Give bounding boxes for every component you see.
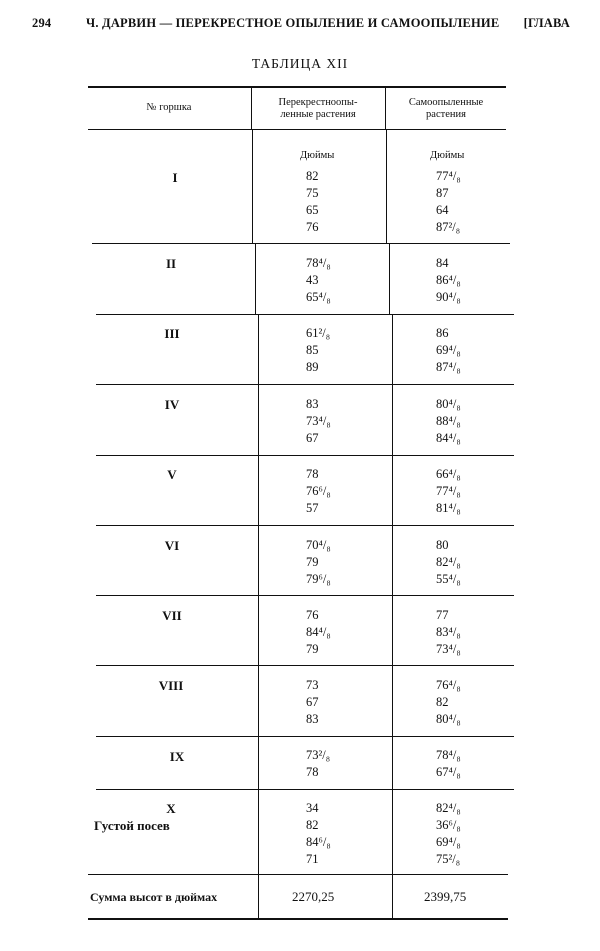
cross-value: 61²/₈ xyxy=(306,326,331,340)
col-divider-1 xyxy=(255,244,256,314)
cross-value: 43 xyxy=(306,273,319,287)
cross-value: 76⁶/₈ xyxy=(306,484,331,498)
cross-value: 79 xyxy=(306,555,319,569)
self-value: 81⁴/₈ xyxy=(436,501,461,515)
self-value: 82⁴/₈ xyxy=(436,555,461,569)
cross-value: 83 xyxy=(306,712,319,726)
pot-label: VII xyxy=(162,608,182,623)
col-divider-2 xyxy=(392,596,393,665)
sum-label: Сумма высот в дюймах xyxy=(90,890,218,904)
cross-value: 89 xyxy=(306,360,319,374)
col-divider-2 xyxy=(392,456,393,525)
table-bottom-rule xyxy=(88,918,508,920)
group-rule xyxy=(96,736,514,737)
cross-value: 73 xyxy=(306,678,319,692)
cross-value: 65⁴/₈ xyxy=(306,290,331,304)
cross-value: 85 xyxy=(306,343,319,357)
self-value: 67⁴/₈ xyxy=(436,765,461,779)
self-value: 84 xyxy=(436,256,449,270)
col-divider-1 xyxy=(252,130,253,243)
self-value: 76⁴/₈ xyxy=(436,678,461,692)
pot-label: VI xyxy=(164,538,180,553)
cross-value: 67 xyxy=(306,431,319,445)
header-cross-line-2: ленные растения xyxy=(280,109,356,120)
col-divider-2 xyxy=(392,526,393,595)
self-value: 87⁴/₈ xyxy=(436,360,461,374)
col-divider-1 xyxy=(258,596,259,665)
self-value: 83⁴/₈ xyxy=(436,625,461,639)
self-value: 64 xyxy=(436,203,449,217)
group-rule xyxy=(96,384,514,385)
cross-value: 71 xyxy=(306,852,319,866)
self-value: 88⁴/₈ xyxy=(436,414,461,428)
col-divider-1 xyxy=(258,666,259,736)
pot-label: III xyxy=(164,326,180,341)
cross-value: 65 xyxy=(306,203,319,217)
self-value: 77⁴/₈ xyxy=(436,169,461,183)
pot-label: IV xyxy=(164,397,180,412)
col-divider-1 xyxy=(258,385,259,455)
self-value: 82⁴/₈ xyxy=(436,801,461,815)
sum-top-rule xyxy=(88,874,508,875)
pot-label: II xyxy=(165,256,177,271)
col-divider-2 xyxy=(392,666,393,736)
pot-label: X xyxy=(166,801,176,816)
table-title: ТАБЛИЦА XII xyxy=(251,56,349,71)
page-number: 294 xyxy=(32,16,52,30)
cross-value: 79 xyxy=(306,642,319,656)
cross-value: 75 xyxy=(306,186,319,200)
group-rule xyxy=(96,665,514,666)
col-divider-2 xyxy=(389,244,390,314)
pot-label: I xyxy=(172,170,178,185)
cross-value: 34 xyxy=(306,801,319,815)
self-value: 90⁴/₈ xyxy=(436,290,461,304)
self-value: 78⁴/₈ xyxy=(436,748,461,762)
cross-value: 84⁴/₈ xyxy=(306,625,331,639)
col-divider-2 xyxy=(392,385,393,455)
group-rule xyxy=(92,243,510,244)
self-value: 80 xyxy=(436,538,449,552)
pot-sublabel: Густой посев xyxy=(94,818,170,833)
cross-value: 70⁴/₈ xyxy=(306,538,331,552)
self-value: 87 xyxy=(436,186,449,200)
cross-value: 76 xyxy=(306,220,319,234)
header-bottom-rule xyxy=(88,129,506,130)
self-value: 87²/₈ xyxy=(436,220,461,234)
self-value: 82 xyxy=(436,695,449,709)
self-value: 86⁴/₈ xyxy=(436,273,461,287)
cross-value: 79⁶/₈ xyxy=(306,572,331,586)
pot-label: VIII xyxy=(158,678,184,693)
units-self: Дюймы xyxy=(430,150,465,161)
self-value: 69⁴/₈ xyxy=(436,343,461,357)
units-cross: Дюймы xyxy=(300,150,335,161)
self-value: 55⁴/₈ xyxy=(436,572,461,586)
header-self-line-1: Самоопыленные xyxy=(408,97,484,108)
cross-value: 57 xyxy=(306,501,319,515)
col-divider-1 xyxy=(258,456,259,525)
col-divider-1 xyxy=(258,315,259,384)
col-divider-2 xyxy=(392,315,393,384)
col-divider-2 xyxy=(392,875,393,918)
col-divider-1 xyxy=(258,790,259,874)
cross-value: 73⁴/₈ xyxy=(306,414,331,428)
cross-value: 78 xyxy=(306,765,319,779)
cross-value: 78 xyxy=(306,467,319,481)
group-rule xyxy=(96,455,514,456)
cross-value: 84⁶/₈ xyxy=(306,835,331,849)
sum-self-value: 2399,75 xyxy=(424,889,467,904)
running-title: Ч. ДАРВИН — ПЕРЕКРЕСТНОЕ ОПЫЛЕНИЕ И САМООПЫЛЕНИЕ xyxy=(86,16,500,30)
group-rule xyxy=(96,525,514,526)
self-value: 75²/₈ xyxy=(436,852,461,866)
col-divider-1 xyxy=(258,875,259,918)
header-self xyxy=(386,97,506,121)
group-rule xyxy=(96,314,514,315)
cross-value: 76 xyxy=(306,608,319,622)
header-self-line-2: растения xyxy=(426,109,466,120)
self-value: 77⁴/₈ xyxy=(436,484,461,498)
chapter-marker: [ГЛАВА xyxy=(523,16,570,30)
header-pot: № горшка xyxy=(146,102,192,113)
pot-label: V xyxy=(167,467,177,482)
col-divider-2 xyxy=(386,130,387,243)
cross-value: 73²/₈ xyxy=(306,748,331,762)
self-value: 80⁴/₈ xyxy=(436,397,461,411)
self-value: 84⁴/₈ xyxy=(436,431,461,445)
header-cross-line-1: Перекрестноопы- xyxy=(278,97,358,108)
self-value: 66⁴/₈ xyxy=(436,467,461,481)
col-divider-1 xyxy=(258,737,259,789)
cross-value: 83 xyxy=(306,397,319,411)
header-cross xyxy=(252,97,384,121)
table-top-rule xyxy=(88,86,506,88)
self-value: 80⁴/₈ xyxy=(436,712,461,726)
col-divider-2 xyxy=(392,790,393,874)
col-divider-2 xyxy=(392,737,393,789)
group-rule xyxy=(96,595,514,596)
cross-value: 67 xyxy=(306,695,319,709)
pot-label: IX xyxy=(169,749,185,764)
self-value: 77 xyxy=(436,608,449,622)
sum-cross-value: 2270,25 xyxy=(292,889,335,904)
self-value: 86 xyxy=(436,326,449,340)
self-value: 36⁶/₈ xyxy=(436,818,461,832)
cross-value: 82 xyxy=(306,818,319,832)
self-value: 69⁴/₈ xyxy=(436,835,461,849)
cross-value: 78⁴/₈ xyxy=(306,256,331,270)
col-divider-1 xyxy=(258,526,259,595)
running-head xyxy=(32,16,570,36)
self-value: 73⁴/₈ xyxy=(436,642,461,656)
group-rule xyxy=(96,789,514,790)
cross-value: 82 xyxy=(306,169,319,183)
